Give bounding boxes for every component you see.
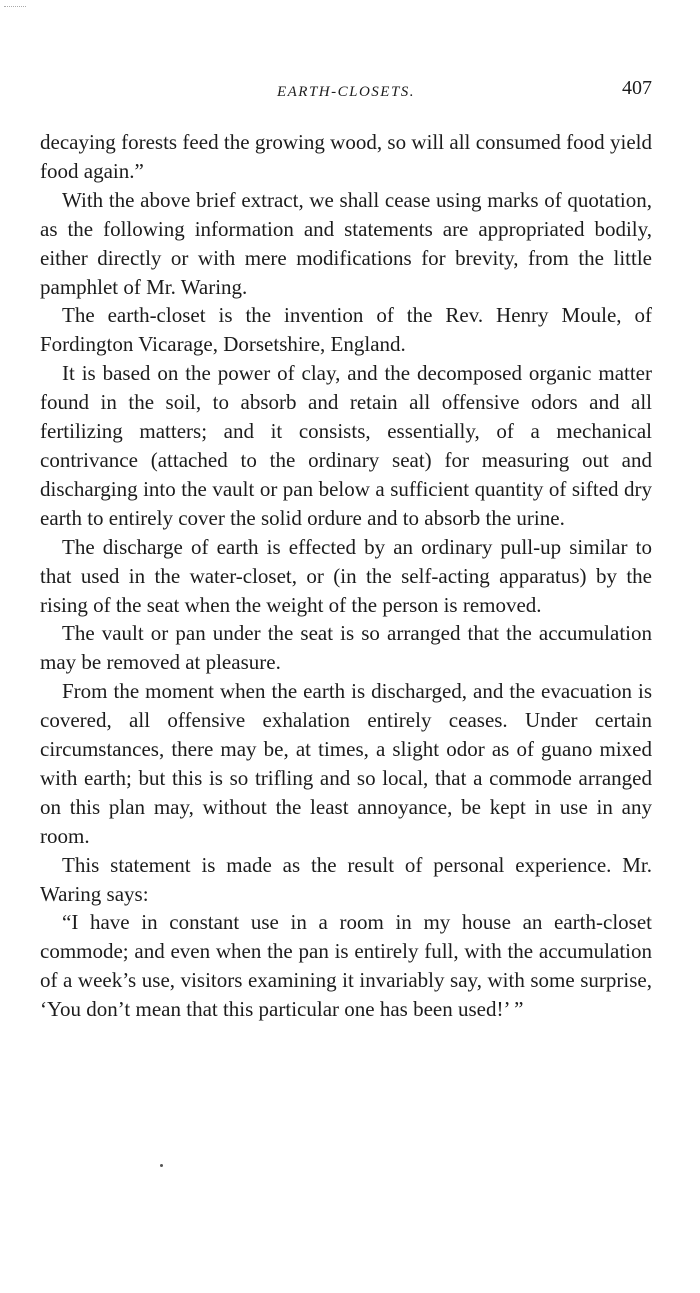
paragraph-continuation: decaying forests feed the growing wood, so will all consumed food yield food again.” [40,130,652,183]
page-corner-mark [4,6,26,11]
paragraph-principle: It is based on the power of clay, and the decomposed organic matter found in the soil, to absorb and retain all offensive odors and all fertilizing matters; and it consists, essentially, of a mechanical contrivance (attached to the ordinary seat) for measuring out and discharging into the vault or pan below a sufficient quantity of sifted dry earth to entirely cover the solid ordure and to absorb the urine. [40,361,652,530]
running-head [40,0,652,104]
book-page [40,0,652,1024]
paragraph-odor: From the moment when the earth is discharged, and the evacuation is covered, all offensive exhalation entirely ceases. Under certain circumstances, there may be, at times, a slight odor as of guano mixed with earth; but this is so trifling and so local, that a commode arranged on this plan may, without the least annoyance, be kept in use in any room. [40,679,652,848]
page-number: 407 [622,77,652,99]
running-title: EARTH-CLOSETS. [276,84,416,100]
body-text [40,128,652,1024]
paragraph-quotation: “I have in constant use in a room in my house an earth-closet commode; and even when the pan is entirely full, with the accumulation of a week’s use, visitors examining it invariably say, with some surprise, ‘You don’t mean that this particular one has been used!’ ” [40,910,652,1022]
paragraph-invention: The earth-closet is the invention of the Rev. Henry Moule, of Fordington Vicarage, Dorsetshire, England. [40,303,652,357]
paragraph-extract-note: With the above brief extract, we shall cease using marks of quotation, as the following information and statements are appropriated bodily, either directly or with mere modifications for brevity, from the little pamphlet of Mr. Waring. [40,187,652,299]
paragraph-vault: The vault or pan under the seat is so arranged that the accumulation may be removed at pleasure. [40,621,652,675]
ink-dot [160,1164,163,1167]
paragraph-discharge: The discharge of earth is effected by an ordinary pull-up similar to that used in the water-closet, or (in the self-acting apparatus) by the rising of the seat when the weight of the person is removed. [40,534,652,617]
paragraph-experience: This statement is made as the result of personal experience. Mr. Waring says: [40,852,652,906]
